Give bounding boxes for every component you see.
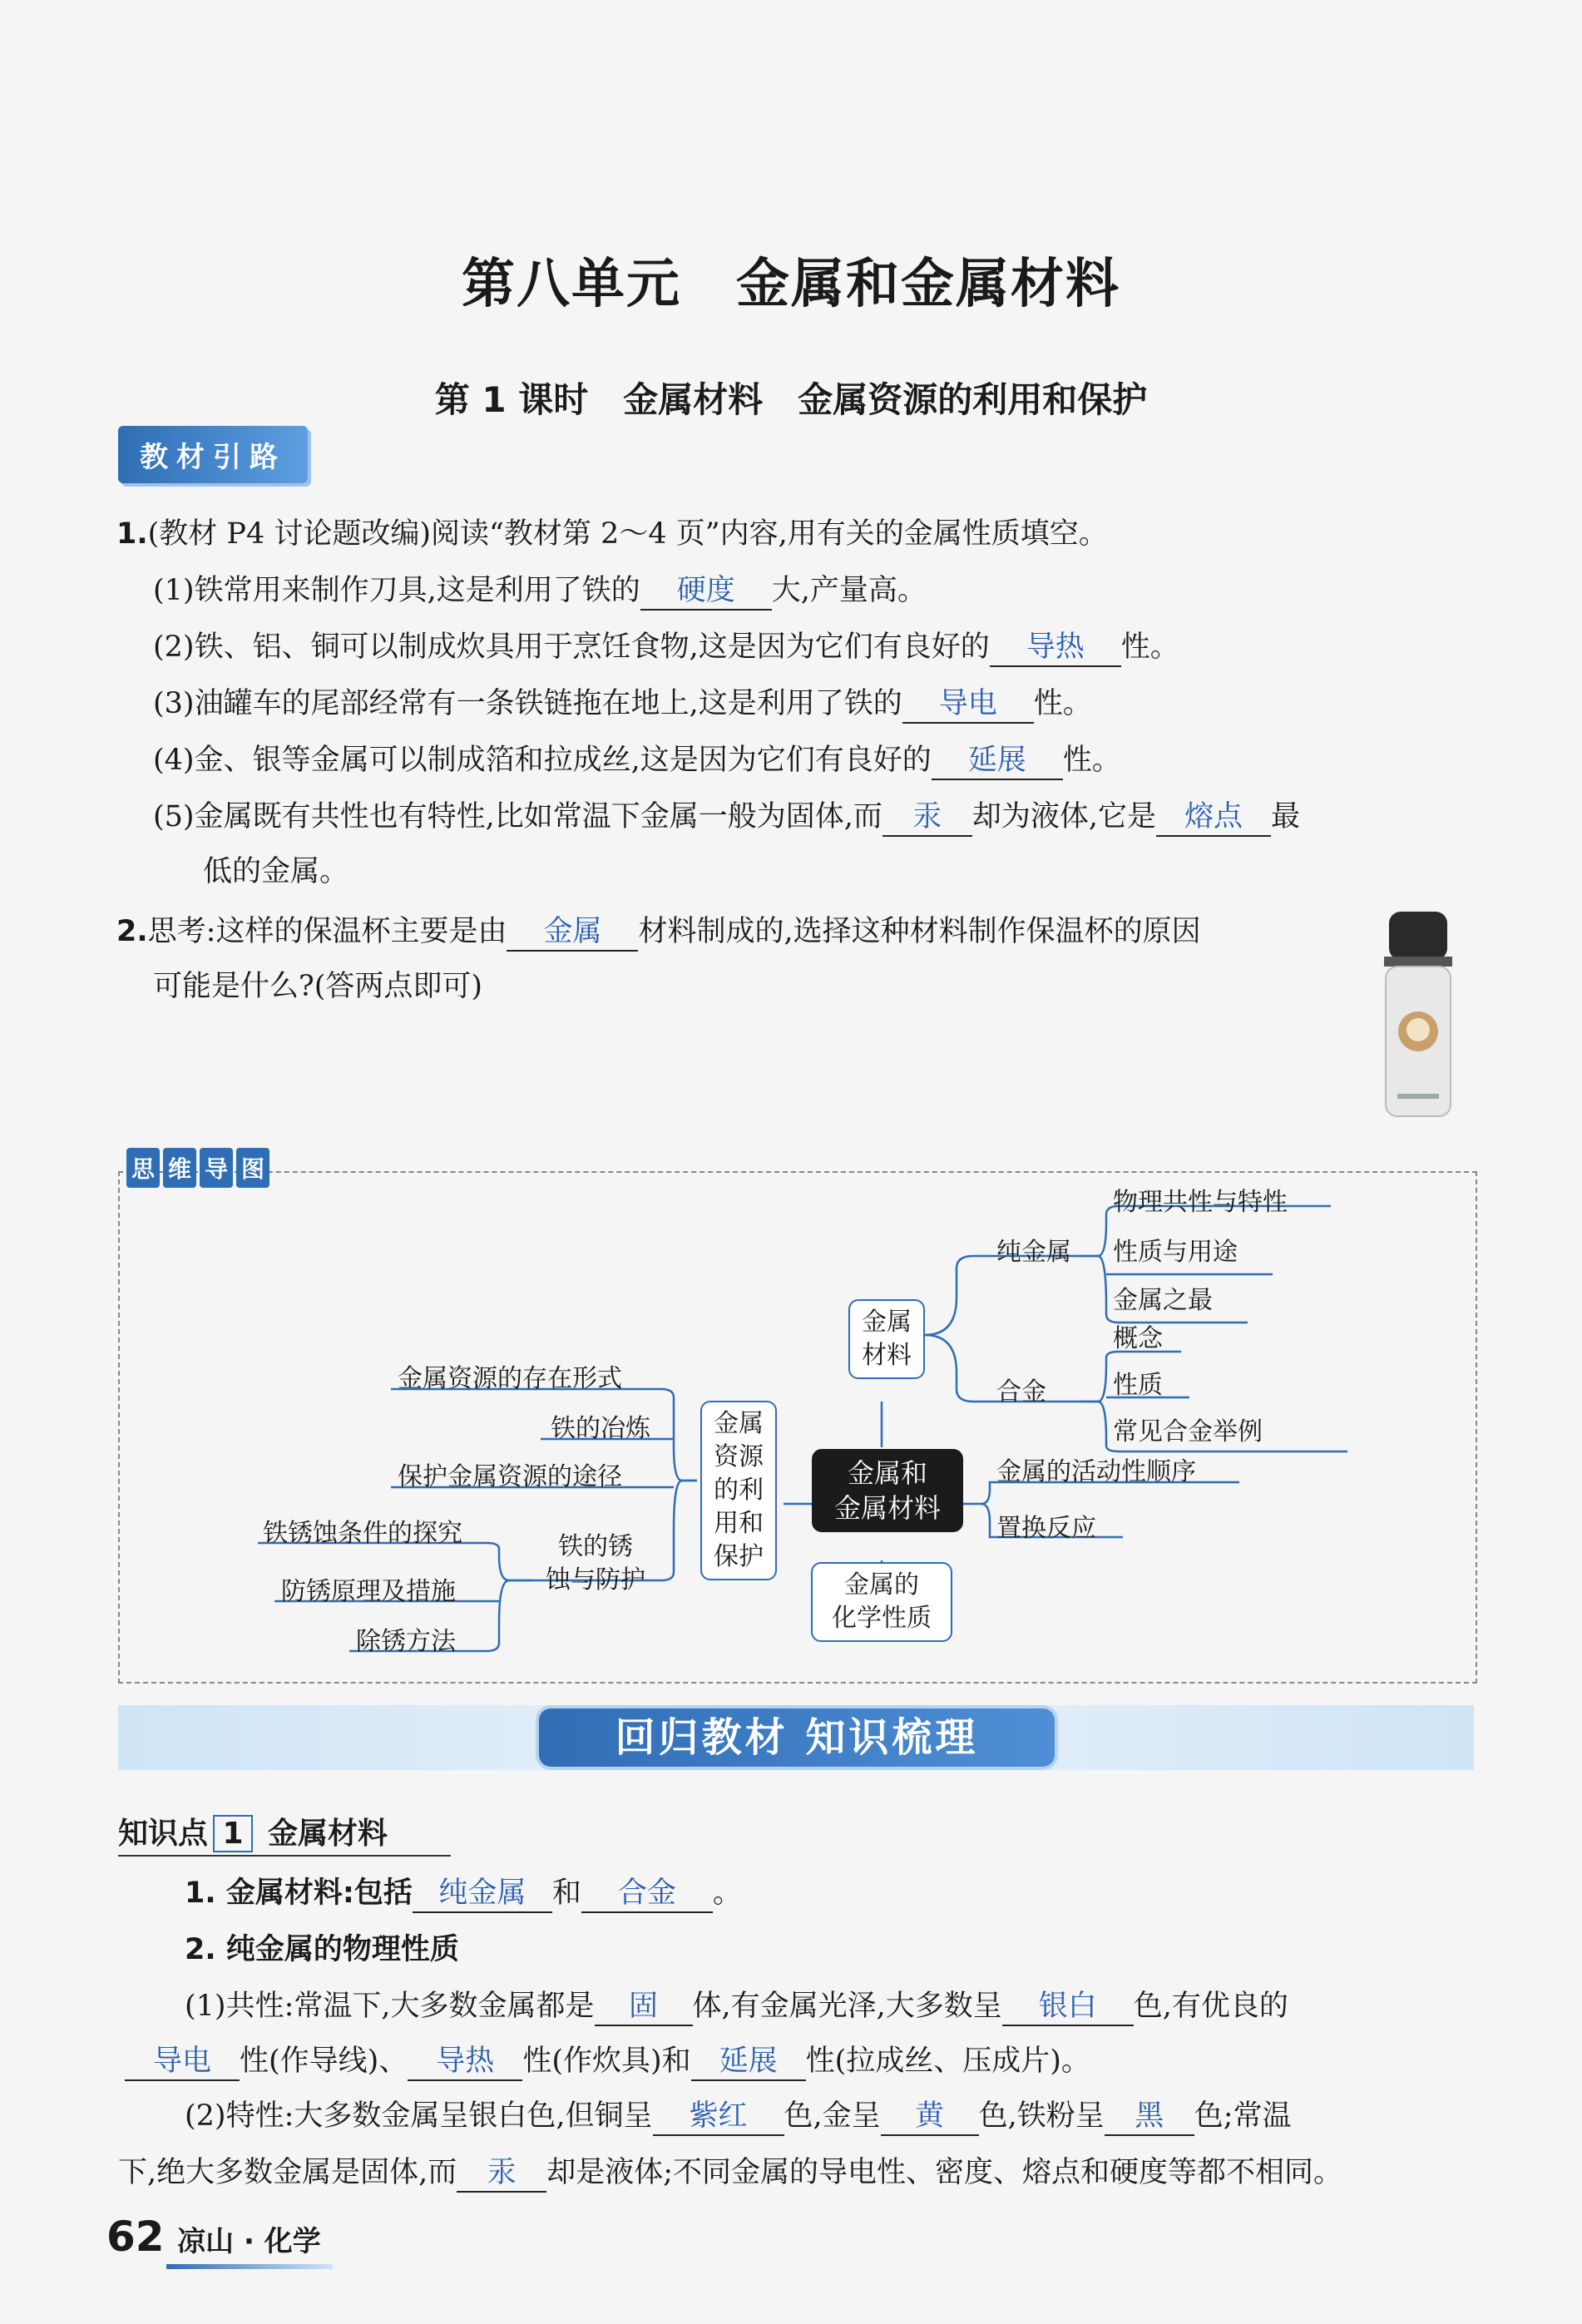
node-rust-item: 铁锈蚀条件的探究 xyxy=(263,1519,462,1548)
footer-underline xyxy=(166,2264,333,2269)
question-text: (教材 P4 讨论题改编)阅读“教材第 2～4 页”内容,用有关的金属性质填空。 xyxy=(147,517,1108,551)
answer-blank[interactable]: 紫红 xyxy=(653,2098,784,2136)
node-chem-item: 置换反应 xyxy=(996,1514,1096,1543)
q1-sub5: (5)金属既有共性也有特性,比如常温下金属一般为固体,而 汞 却为液体,它是 熔点 最 xyxy=(153,799,1300,837)
node-chemical-properties: 金属的 化学性质 xyxy=(811,1562,952,1642)
body-line-4: 导电 性(作导线)、 导热 性(作炊具)和 延展 性(拉成丝、压成片)。 xyxy=(125,2043,1090,2081)
node-resource-item: 铁的冶炼 xyxy=(551,1414,650,1443)
node-resource-item: 金属资源的存在形式 xyxy=(398,1364,622,1393)
node-resources: 金属 资源 的利 用和 保护 xyxy=(700,1401,777,1580)
node-alloy-item: 概念 xyxy=(1113,1324,1163,1353)
knowledge-point-heading: 知识点 1 金属材料 xyxy=(118,1817,388,1851)
body-line-5: (2)特性:大多数金属呈银白色,但铜呈 紫红 色,金呈 黄 色,铁粉呈 黑 色;常温 xyxy=(185,2098,1292,2136)
answer-blank[interactable]: 固 xyxy=(595,1988,693,2026)
body-line-1: 1. 金属材料:包括 纯金属 和 合金 。 xyxy=(185,1875,742,1913)
mind-map-tag: 思 维 导 图 xyxy=(126,1148,273,1188)
node-pure-item: 物理共性与特性 xyxy=(1113,1188,1288,1217)
node-chem-item: 金属的活动性顺序 xyxy=(996,1457,1196,1486)
divider xyxy=(118,1855,451,1857)
question-2: 2.思考:这样的保温杯主要是由 金属 材料制成的,选择这种材料制作保温杯的原因 xyxy=(116,913,1201,952)
node-rust-item: 除锈方法 xyxy=(356,1627,456,1656)
node-alloy-item: 常见合金举例 xyxy=(1113,1417,1263,1446)
q1-sub2: (2)铁、铝、铜可以制成炊具用于烹饪食物,这是因为它们有良好的 导热 性。 xyxy=(153,629,1179,667)
answer-blank[interactable]: 导热 xyxy=(990,629,1121,667)
knowledge-point-number: 1 xyxy=(213,1815,253,1852)
node-pure-item: 性质与用途 xyxy=(1113,1238,1238,1267)
answer-blank[interactable]: 银白 xyxy=(1002,1988,1134,2026)
q1-sub4: (4)金、银等金属可以制成箔和拉成丝,这是因为它们有良好的 延展 性。 xyxy=(153,742,1121,780)
body-line-3: (1)共性:常温下,大多数金属都是 固 体,有金属光泽,大多数呈 银白 色,有优良的 xyxy=(185,1988,1288,2026)
section-tag-textbook: 教材引路 xyxy=(118,426,308,483)
unit-title: 第八单元 金属和金属材料 xyxy=(462,254,1120,315)
node-alloy-item: 性质 xyxy=(1113,1371,1163,1400)
answer-blank[interactable]: 导热 xyxy=(408,2043,522,2081)
node-resource-item: 保护金属资源的途径 xyxy=(398,1462,622,1491)
answer-blank[interactable]: 熔点 xyxy=(1156,799,1271,837)
question-number: 2. xyxy=(116,915,148,948)
answer-blank[interactable]: 黑 xyxy=(1105,2098,1194,2136)
page-footer xyxy=(106,2213,321,2261)
page-number: 62 xyxy=(106,2213,165,2261)
answer-blank[interactable]: 导电 xyxy=(902,685,1034,724)
answer-blank[interactable]: 黄 xyxy=(881,2098,979,2136)
q1-sub3: (3)油罐车的尾部经常有一条铁链拖在地上,这是利用了铁的 导电 性。 xyxy=(153,685,1092,724)
body-line-2: 2. 纯金属的物理性质 xyxy=(185,1933,459,1966)
footer-text: 凉山 · 化学 xyxy=(177,2225,321,2258)
body-line-6: 下,绝大多数金属是固体,而 汞 却是液体;不同金属的导电性、密度、熔点和硬度等都不相同。 xyxy=(118,2154,1342,2193)
node-alloy: 合金 xyxy=(996,1377,1046,1407)
lesson-title: 第 1 课时 金属材料 金属资源的利用和保护 xyxy=(434,379,1148,420)
answer-blank[interactable]: 延展 xyxy=(932,742,1063,780)
node-pure-metal: 纯金属 xyxy=(996,1238,1071,1267)
answer-blank[interactable]: 汞 xyxy=(457,2154,546,2193)
answer-blank[interactable]: 纯金属 xyxy=(413,1875,552,1913)
node-center: 金属和 金属材料 xyxy=(812,1449,963,1532)
question-2-cont: 可能是什么?(答两点即可) xyxy=(153,970,483,1003)
banner-title: 回归教材 知识梳理 xyxy=(539,1708,1055,1767)
node-metal-materials: 金属 材料 xyxy=(848,1299,925,1379)
q1-sub5-cont: 低的金属。 xyxy=(203,855,349,888)
node-pure-item: 金属之最 xyxy=(1113,1286,1213,1315)
answer-blank[interactable]: 导电 xyxy=(125,2043,240,2081)
answer-blank[interactable]: 延展 xyxy=(691,2043,806,2081)
node-rust-item: 防锈原理及措施 xyxy=(281,1577,456,1606)
node-rust: 铁的锈 蚀与防护 xyxy=(546,1532,645,1595)
question-number: 1. xyxy=(116,517,148,551)
answer-blank[interactable]: 汞 xyxy=(882,799,972,837)
answer-blank[interactable]: 金属 xyxy=(507,913,638,952)
answer-blank[interactable]: 硬度 xyxy=(640,572,772,611)
answer-blank[interactable]: 合金 xyxy=(581,1875,713,1913)
q1-sub1: (1)铁常用来制作刀具,这是利用了铁的 硬度 大,产量高。 xyxy=(153,572,927,611)
